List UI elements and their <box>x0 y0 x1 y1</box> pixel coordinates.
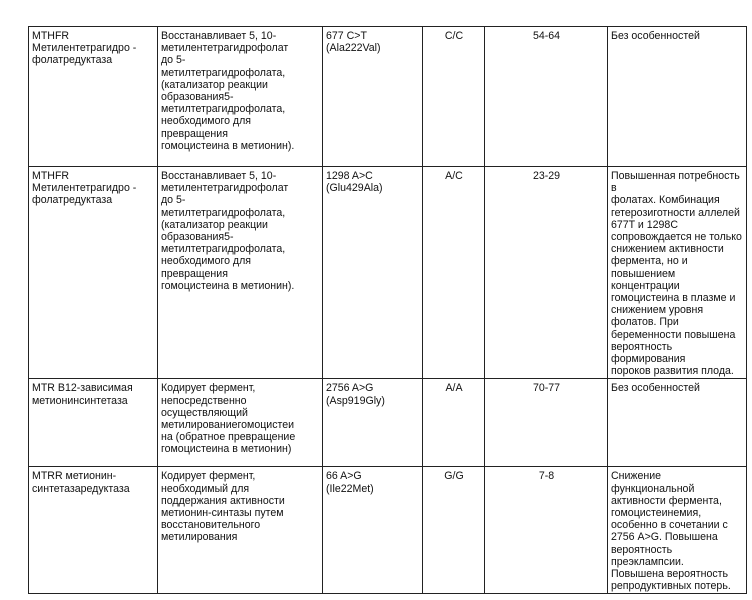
frequency: 23-29 <box>532 170 561 182</box>
function-cell <box>158 27 323 167</box>
gene-cell <box>29 379 158 467</box>
genotype-cell <box>423 27 485 167</box>
gene-function: Кодирует фермент, необходимый для поддержания активности метионин-синтазы путем восстановительного метилирования <box>161 470 285 544</box>
genotype: G/G <box>444 470 464 483</box>
genotype: C/C <box>444 30 464 42</box>
polymorphism: 1298 A>C (Glu429Ala) <box>326 170 383 195</box>
genotype: A/A <box>445 382 463 395</box>
polymorphism: 2756 A>G (Asp919Gly) <box>326 382 385 407</box>
notes-cell <box>608 167 747 379</box>
gene-name: MTR B12-зависимая метионинсинтетаза <box>32 382 133 407</box>
frequency-cell <box>485 467 608 594</box>
notes-cell <box>608 27 747 167</box>
clinical-notes: Снижение функциональной активности фермента, гомоцистеинемия, особенно в сочетании с 2756 A>G. Повышена вероятность преэклампсии. Повышена вероятность репродуктивных потерь. <box>611 470 731 593</box>
function-cell <box>158 467 323 594</box>
table-row <box>29 379 747 467</box>
frequency-cell <box>485 27 608 167</box>
clinical-notes: Повышенная потребность в фолатах. Комбинация гетерозиготности аллелей 677T и 1298C сопровождается не только снижением активности фермента, но и повышением концентрации гомоцистеина в плазме и снижением уровня фолатов. При беременности повышена вероятность формирования пороков развития плода. <box>611 170 742 378</box>
notes-cell <box>608 379 747 467</box>
table-row <box>29 167 747 379</box>
notes-cell <box>608 467 747 594</box>
polymorphism-cell <box>323 167 423 379</box>
gene-name: MTHFR Метилентетрагидро - фолатредуктаза <box>32 170 137 207</box>
function-cell <box>158 167 323 379</box>
gene-cell <box>29 467 158 594</box>
polymorphism-cell <box>323 27 423 167</box>
polymorphism: 66 A>G (Ile22Met) <box>326 470 374 495</box>
frequency: 54-64 <box>532 30 561 42</box>
gene-cell <box>29 167 158 379</box>
gene-function: Восстанавливает 5, 10- метилентетрагидрофолат до 5- метилтетрагидрофолата, (катализатор реакции образования5- метилтетрагидрофолата, необходимого для превращения гомоцистеина в метионин). <box>161 170 295 292</box>
clinical-notes: Без особенностей <box>611 382 700 395</box>
polymorphism: 677 C>T (Ala222Val) <box>326 30 381 55</box>
table-row <box>29 467 747 594</box>
gene-name: MTRR метионин- синтетазаредуктаза <box>32 470 130 495</box>
genotype-cell <box>423 379 485 467</box>
frequency: 70-77 <box>532 382 561 395</box>
genotype-cell <box>423 467 485 594</box>
gene-cell <box>29 27 158 167</box>
frequency: 7-8 <box>538 470 555 483</box>
gene-name: MTHFR Метилентетрагидро - фолатредуктаза <box>32 30 137 67</box>
clinical-notes: Без особенностей <box>611 30 700 42</box>
polymorphism-cell <box>323 379 423 467</box>
genotype-cell <box>423 167 485 379</box>
frequency-cell <box>485 167 608 379</box>
table-row <box>29 27 747 167</box>
frequency-cell <box>485 379 608 467</box>
gene-function: Кодирует фермент, непосредственно осуществляющий метилированиегомоцистеи на (обратное превращение гомоцистеина в метионин) <box>161 382 296 456</box>
polymorphism-cell <box>323 467 423 594</box>
gene-polymorphism-table <box>28 26 747 594</box>
gene-function: Восстанавливает 5, 10- метилентетрагидрофолат до 5- метилтетрагидрофолата, (катализатор реакции образования5- метилтетрагидрофолата, необходимого для превращения гомоцистеина в метионин). <box>161 30 295 152</box>
genotype: A/C <box>445 170 463 182</box>
function-cell <box>158 379 323 467</box>
